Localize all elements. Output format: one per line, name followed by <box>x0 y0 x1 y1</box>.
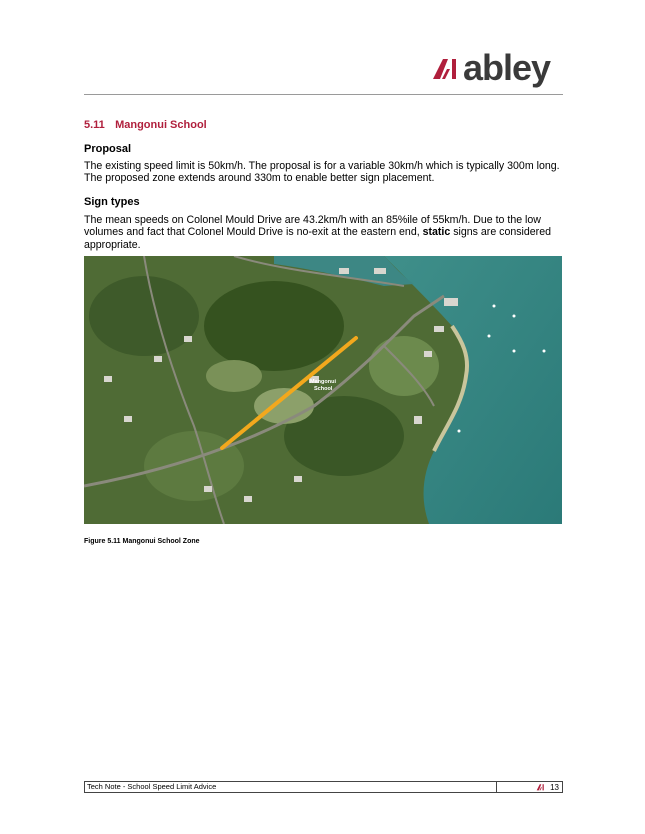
sign-types-text-bold: static <box>422 226 451 239</box>
aerial-map <box>84 256 562 524</box>
proposal-heading: Proposal <box>84 143 132 155</box>
proposal-text: The existing speed limit is 50km/h. The proposal is for a variable 30km/h which is typically 300m long. The proposed zone extends around 330m to enable better sign placement. <box>84 160 560 185</box>
abley-logo-mark-icon <box>433 55 461 81</box>
sign-types-text-start: The mean speeds on Colonel Mould Drive are 43.2km/h with an 85%ile of 55km/h. Due to the low volumes and fact that Colonel Mould Drive is no-exit at the eastern end, <box>84 214 541 239</box>
sign-types-heading: Sign types <box>84 196 140 208</box>
aerial-map-image <box>84 256 562 524</box>
abley-mini-logo-icon <box>535 783 547 791</box>
map-label-line2: School <box>314 386 333 392</box>
footer <box>84 781 563 793</box>
figure-caption: Figure 5.11 Mangonui School Zone <box>84 538 200 545</box>
logo-wordmark: abley <box>463 47 551 88</box>
footer-page <box>497 782 562 792</box>
sign-types-text-end: signs are considered appropriate. <box>84 226 551 251</box>
header-divider <box>84 94 563 95</box>
abley-logo <box>433 47 551 88</box>
page-number: 13 <box>550 782 559 792</box>
map-label-line1: Mangonui <box>310 379 336 385</box>
section-number: 5.11 <box>84 119 105 131</box>
section-heading <box>84 119 207 131</box>
footer-title: Tech Note - School Speed Limit Advice <box>85 782 497 792</box>
section-title: Mangonui School <box>115 119 207 131</box>
sign-types-text <box>84 214 562 251</box>
